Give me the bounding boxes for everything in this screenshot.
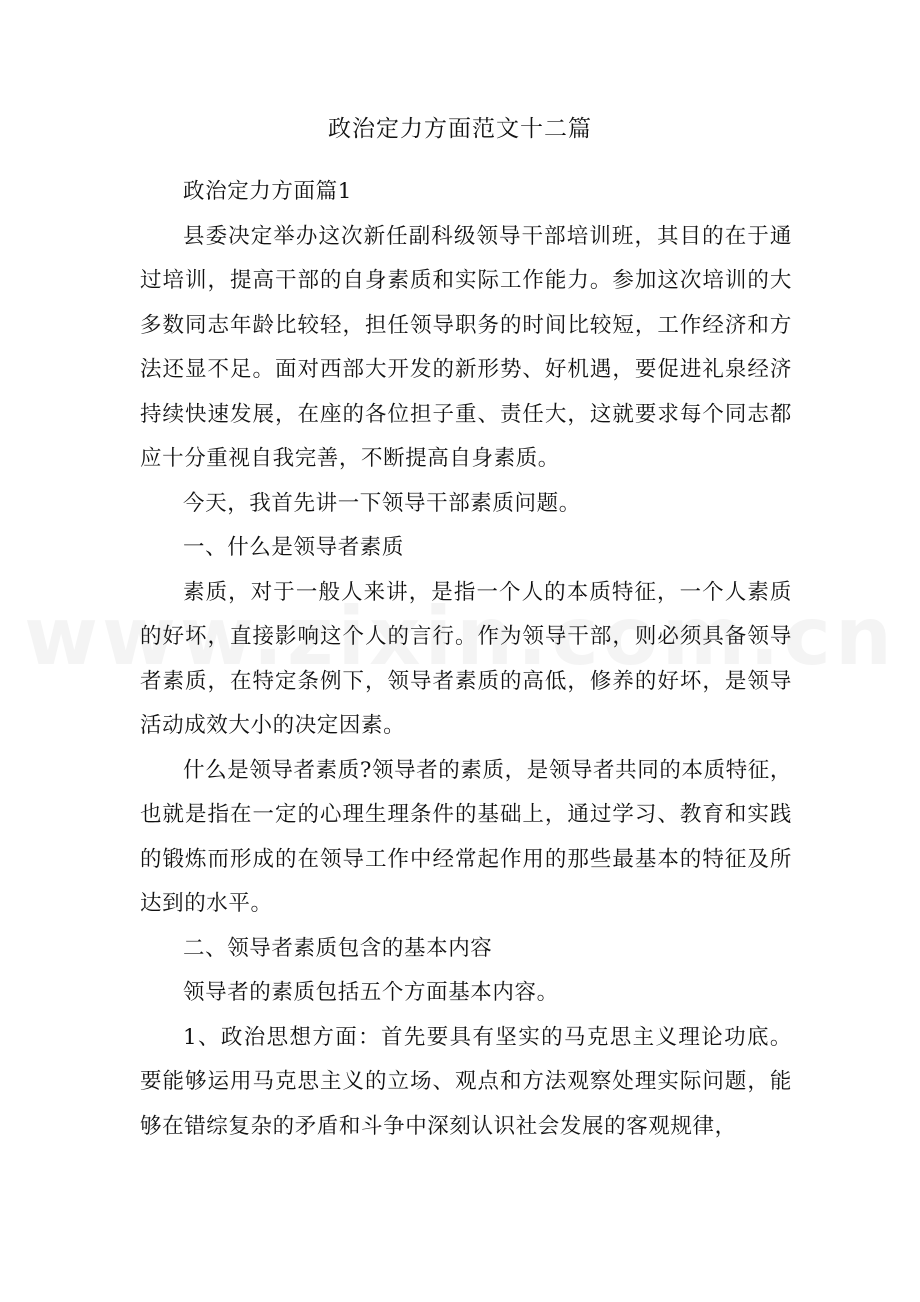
body-paragraph: 县委决定举办这次新任副科级领导干部培训班，其目的在于通过培训，提高干部的自身素质和实际工作能力。参加这次培训的大多数同志年龄比较轻，担任领导职务的时间比较短，工作经济和方法还显不足。面对西部大开发的新形势、好机遇，要促进礼泉经济持续快速发展，在座的各位担子重、责任大，这就要求每个同志都应十分重视自我完善，不断提高自身素质。 <box>140 223 792 471</box>
document-title: 政治定力方面范文十二篇 <box>328 116 592 142</box>
body-paragraph: 什么是领导者素质?领导者的素质，是领导者共同的本质特征，也就是指在一定的心理生理条件的基础上，通过学习、教育和实践的锻炼而形成的在领导工作中经常起作用的那些最基本的特征及所达到的水平。 <box>140 757 792 916</box>
subsection-heading: 二、领导者素质包含的基本内容 <box>183 935 493 961</box>
body-paragraph: 领导者的素质包括五个方面基本内容。 <box>183 980 559 1005</box>
document-body <box>140 170 792 1149</box>
subsection-heading: 一、什么是领导者素质 <box>183 535 405 560</box>
body-paragraph: 1、政治思想方面：首先要具有坚实的马克思主义理论功底。要能够运用马克思主义的立场、观点和方法观察处理实际问题，能够在错综复杂的矛盾和斗争中深刻认识社会发展的客观规律， <box>140 1024 792 1139</box>
section-heading: 政治定力方面篇1 <box>183 179 352 204</box>
body-paragraph: 今天，我首先讲一下领导干部素质问题。 <box>183 490 581 516</box>
body-paragraph: 素质，对于一般人来讲，是指一个人的本质特征，一个人素质的好坏，直接影响这个人的言行。作为领导干部，则必须具备领导者素质，在特定条例下，领导者素质的高低，修养的好坏，是领导活动成效大小的决定因素。 <box>140 579 792 738</box>
